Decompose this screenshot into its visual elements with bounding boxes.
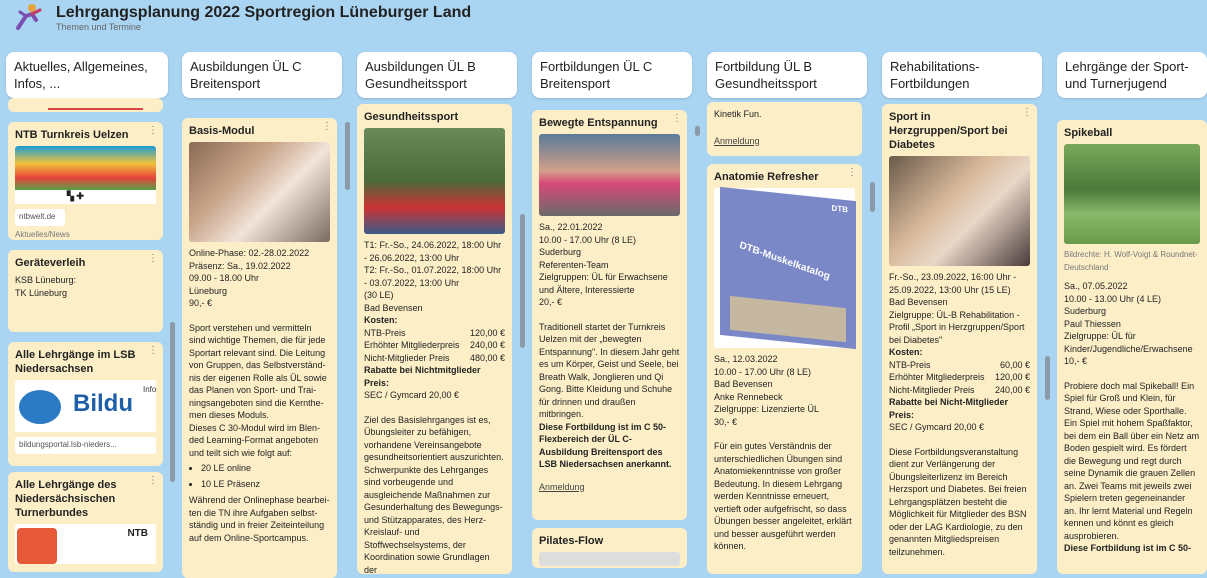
card-title: Gesundheitssport [364, 111, 459, 123]
card-menu-icon[interactable]: ⋮ [322, 121, 332, 132]
column-header-ul-c-ausbildung[interactable]: Ausbildungen ÜL C Breitensport [182, 52, 342, 98]
card-link[interactable]: bildungsportal.lsb-nieders... [15, 437, 156, 454]
card-image [15, 524, 156, 564]
card-text: Diese Fortbildung ist im C 50- [1064, 543, 1192, 553]
card-link[interactable]: ntbwelt.de [15, 209, 65, 226]
column-ul-c-fortbildung [532, 108, 692, 564]
board-logo-icon [10, 2, 44, 32]
card-title: Sport in Herzgruppen/Sport bei Diabetes [889, 111, 1008, 151]
card-menu-icon[interactable]: ⋮ [1022, 107, 1032, 118]
card-text: Bad Bevensen [364, 302, 423, 313]
card-credit: Bildrechte: H. Wolf-Voigt & Roundnet-Deutschland [1064, 250, 1198, 272]
card-text: T2: Fr.-So., 01.07.2022, 18:00 Uhr - 03.07.2022, 13:00 Uhr [364, 265, 502, 288]
card-lsb-lehrgaenge[interactable] [8, 342, 163, 466]
card-image-text: Info [143, 385, 157, 394]
card-ntb-turnkreis-uelzen[interactable] [8, 122, 163, 240]
card-text: Bad Bevensen [889, 297, 948, 307]
column-ul-c-ausbildung [182, 108, 342, 564]
card-image [714, 188, 855, 348]
card-tag: Aktuelles/News [15, 229, 70, 239]
column-scrollbar[interactable] [520, 214, 525, 348]
card-text: Suderburg [1064, 306, 1107, 316]
card-text: Referenten-Team [539, 259, 609, 270]
card-text: Anke Rennebeck [714, 391, 783, 402]
card-text: Kosten: [889, 347, 923, 357]
card-text: 30,- € [714, 416, 738, 427]
card-text: Kinetik Fun. [714, 109, 762, 119]
card-text: Traditionell startet der Turnkreis Uelzen mit der „bewegten Entspannung". In diesem Jahr geht es um Körper, Geist und Seele, bei Breath Walk, Jonglieren und Qi Gong. Bitte Kleidung und Schuhe für drinnen und draußen mitbringen. [539, 321, 680, 419]
column-header-ul-c-fortbildung[interactable]: Fortbildungen ÜL C Breitensport [532, 52, 692, 98]
card-text: 09.00 - 18.00 Uhr [189, 273, 260, 283]
card-menu-icon[interactable]: ⋮ [148, 125, 158, 136]
price-row: Nicht-Mitglieder Preis 480,00 € [364, 352, 505, 363]
column-scrollbar[interactable] [870, 182, 875, 212]
lsb-logo-icon [19, 390, 61, 424]
card-title: Pilates-Flow [539, 535, 604, 547]
card-text: Zielgruppe: Lizenzierte ÜL [714, 404, 820, 414]
card-bewegte-entspannung[interactable] [532, 110, 687, 520]
card-anatomie-refresher[interactable] [707, 164, 862, 574]
card-title: Basis-Modul [189, 125, 255, 137]
board-subtitle: Themen und Termine [56, 22, 141, 32]
column-header-aktuelles[interactable]: Aktuelles, Allgemeines, Infos, ... [6, 52, 168, 98]
card-text: Kosten: [364, 315, 398, 325]
board-header [0, 0, 1200, 40]
price-row: NTB-Preis 120,00 € [364, 327, 505, 338]
column-scrollbar[interactable] [695, 126, 700, 136]
card-image [539, 134, 680, 216]
card-text: Rabatte bei Nichtmitglieder Preis: [364, 365, 481, 388]
card-text: Präsenz: Sa., 19.02.2022 [189, 260, 291, 271]
card-text: Zielgruppe: ÜL-B Rehabilitation - Profil „Sport in Herzgruppen/Sport bei Diabetes" [889, 309, 1025, 345]
card-text: SEC / Gymcard 20,00 € [364, 390, 460, 400]
card-title: Bewegte Entspannung [539, 117, 658, 129]
column-header-ul-b-ausbildung[interactable]: Ausbildungen ÜL B Gesundheitssport [357, 52, 517, 98]
column-ul-b-ausbildung [357, 108, 517, 575]
card-text: Für ein gutes Verständnis der unterschiedlichen Übungen sind Anatomiekenntnisse von großer Bedeutung. In diesem Lehrgang werden Kenntnisse erneuert, vertieft oder aufgefrischt, so dass Übungen besser angeleitet, erklärt und besser ausgeführt werden können. [714, 441, 852, 551]
book-figure [730, 296, 846, 342]
price-row: NTB-Preis 60,00 € [889, 359, 1030, 370]
card-text: Zielgruppe: ÜL für Kinder/Jugendliche/Erwachsene [1064, 331, 1193, 354]
card-image [1064, 144, 1200, 244]
ntb-logo-icon: ▚ ✚ [67, 190, 84, 201]
card-text: 10,- € [1064, 356, 1088, 366]
card-text: Sa., 12.03.2022 [714, 354, 778, 364]
card-image-person [17, 528, 57, 564]
card-image [364, 128, 505, 234]
card-image-footer [15, 190, 156, 204]
card-text: Lüneburg [189, 285, 228, 296]
card-title: Alle Lehrgänge im LSB Niedersachsen [15, 349, 136, 375]
card-title: NTB Turnkreis Uelzen [15, 129, 129, 141]
book-title: DTB-Muskelkatalog [738, 240, 831, 283]
card-text: TK Lüneburg [15, 287, 68, 298]
card-title: Anatomie Refresher [714, 171, 819, 183]
card-text: SEC / Gymcard 20,00 € [889, 422, 985, 432]
card-menu-icon[interactable]: ⋮ [672, 113, 682, 124]
column-scrollbar[interactable] [1045, 356, 1050, 400]
register-link[interactable]: Anmeldung [539, 481, 585, 492]
list-item: • 10 LE Präsenz [201, 478, 330, 491]
card-image-text: Bildu [73, 390, 133, 417]
card-text: (30 LE) [364, 290, 394, 300]
card-text: 20,- € [539, 297, 563, 307]
card-text: Fr.-So., 23.09.2022, 16:00 Uhr - 25.09.2022, 13:00 Uhr (15 LE) [889, 272, 1017, 295]
card-text: Rabatte bei Nicht-Mitglieder Preis: [889, 397, 1009, 420]
card-text: Diese Fortbildung ist im C 50-Flexbereich der ÜL C-Ausbildung Breitensport des LSB Niedersachsen anerkannt. [539, 421, 672, 469]
card-title: Alle Lehrgänge des Niedersächsischen Turnerbundes [15, 479, 117, 519]
column-scrollbar[interactable] [170, 322, 175, 482]
register-link[interactable]: Anmeldung [714, 135, 760, 146]
card-text: Sa., 22.01.2022 [539, 222, 603, 232]
price-row: Erhöhter Mitgliederpreis 120,00 € [889, 372, 1030, 382]
card-menu-icon[interactable]: ⋮ [148, 475, 158, 486]
card-text: 90,- € [189, 298, 213, 308]
price-row: Nicht-Mitglieder Preis 240,00 € [889, 384, 1030, 395]
card-kinetik-fun[interactable] [707, 102, 862, 156]
price-row: Erhöhter Mitgliederpreis 240,00 € [364, 340, 505, 350]
card-text: Bad Bevensen [714, 379, 773, 389]
column-header-reha[interactable]: Rehabilitations-Fortbildungen [882, 52, 1042, 98]
card-basis-modul[interactable] [182, 118, 337, 578]
card-image [15, 380, 156, 432]
card-text: T1: Fr.-So., 24.06.2022, 18:00 Uhr - 26.06.2022, 13:00 Uhr [364, 240, 502, 263]
ntb-logo-icon: NTB [127, 528, 148, 539]
card-text: Paul Thiessen [1064, 318, 1121, 329]
card-title: Spikeball [1064, 127, 1113, 139]
card-text: Während der Onlinephase bearbei-ten die TN ihre Aufgaben selbst-ständig und in freier Zeiteinteilung auf dem Online-Sportcampus. [189, 495, 330, 543]
card-text: KSB Lüneburg: [15, 275, 77, 285]
card-text: Ziel des Basislehrganges ist es, Übungsleiter zu befähigen, vorhandene Vereinsangebote gesundheitsorientiert auszurichten. Schwerpunkte des Lehrganges sind vorbeugende und ausgleichende Maßnahmen zur Gesunderhaltung des Bewegungs- und Stützapparates, des Herz-Kreislauf- und Stoffwechselsystems, der Koordination sowie Grundlagen der [364, 414, 504, 575]
column-ul-b-fortbildung [707, 108, 867, 564]
card-image-strip [48, 108, 143, 110]
card-title: Geräteverleih [15, 257, 86, 269]
card-menu-icon[interactable]: ⋮ [148, 345, 158, 356]
card-image [539, 552, 680, 566]
column-header-jugend[interactable]: Lehrgänge der Sport- und Turnerjugend [1057, 52, 1207, 98]
card-text: Sa., 07.05.2022 [1064, 281, 1128, 291]
card-spikeball[interactable] [1057, 120, 1207, 574]
card-text: Dieses C 30-Modul wird im Blen-ded Learning-Format angeboten und teilt sich wie folgt auf: [189, 422, 321, 458]
card-menu-icon[interactable]: ⋮ [847, 167, 857, 178]
card-menu-icon[interactable]: ⋮ [148, 253, 158, 264]
card-image [889, 156, 1030, 266]
card-image [15, 146, 156, 204]
card-text: Probiere doch mal Spikeball! Ein Spiel für Groß und Klein, für Strand, Wiese oder Sporthalle. Ein Spiel mit hohem Spaßfaktor, bei dem ein Ball über ein Netz am Boden gespielt wird. Es fördert die Bewegung und regt durch seine Dynamik die grauen Zellen an. Zwei Teams mit jeweils zwei Spielern treten gegeneinander an. Ihr lernt Material und Regeln kennen und könnt es gleich ausprobieren. [1064, 380, 1200, 541]
card-text: Online-Phase: 02.-28.02.2022 [189, 248, 310, 258]
card-text: Zielgruppen: ÜL für Erwachsene und Ältere, Interessierte [539, 272, 668, 295]
card-text: Diese Fortbildungsveranstaltung dient zur Verlängerung der Übungsleiterlizenz im Bereich Herzsport und Diabetes. Bei freien Lehrgangsplätzen besteht die Möglichkeit für Mitglieder des BSN oder der LAG Kardiologie, zu den genannten Mitgliedspreisen teilzunehmen. [889, 446, 1027, 557]
list-item: • 20 LE online [201, 462, 330, 475]
card-herzgruppen-diabetes[interactable] [882, 104, 1037, 574]
card-pilates-flow[interactable] [532, 528, 687, 568]
card-gesundheitssport[interactable] [357, 104, 512, 574]
card-text: 10.00 - 17.00 Uhr (8 LE) [539, 234, 637, 245]
card-text: Sport verstehen und vermitteln sind wichtige Themen, die für jede Sportart relevant sind. Die Leitung von Gruppen, das Selbstverständ-nis der eigenen Rolle als ÜL sowie das Planen von Sport- und Trai-ningsangeboten sind die Kernthe-men dieses Moduls. [189, 322, 327, 420]
column-aktuelles [8, 108, 168, 564]
card-image [189, 142, 330, 242]
card-text: 10.00 - 17.00 Uhr (8 LE) [714, 366, 812, 377]
book-cover [720, 187, 856, 349]
column-header-ul-b-fortbildung[interactable]: Fortbildung ÜL B Gesundheitssport [707, 52, 867, 98]
card-text: 10.00 - 13.00 Uhr (4 LE) [1064, 293, 1162, 304]
column-reha [882, 108, 1042, 564]
card-text: Suderburg [539, 247, 582, 257]
column-jugend [1057, 108, 1200, 564]
board-title: Lehrgangsplanung 2022 Sportregion Lüneburger Land [56, 4, 472, 21]
card-geraeteverleih[interactable] [8, 250, 163, 332]
card-partial-top[interactable] [8, 98, 163, 112]
column-scrollbar[interactable] [345, 122, 350, 190]
dtb-logo-icon: DTB [831, 203, 848, 215]
card-ntb-lehrgaenge[interactable] [8, 472, 163, 572]
